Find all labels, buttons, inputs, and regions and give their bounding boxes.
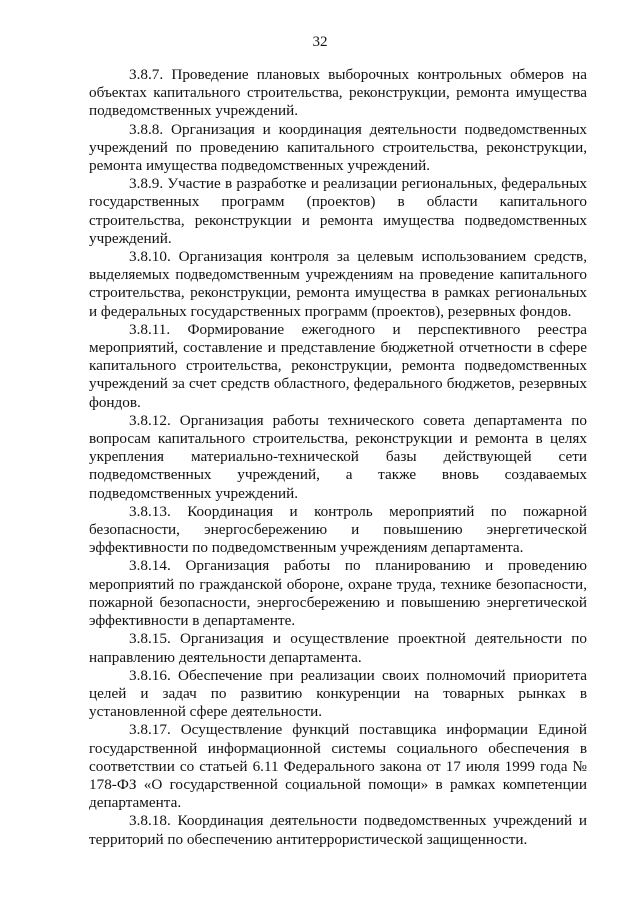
paragraph-3-8-18: 3.8.18. Координация деятельности подведомственных учреждений и территорий по обеспечению антитеррористической защищенности. <box>89 812 587 848</box>
document-body <box>89 66 587 849</box>
page-number: 32 <box>312 34 328 50</box>
paragraph-3-8-12: 3.8.12. Организация работы технического совета департамента по вопросам капитального строительства, реконструкции и ремонта в целях укрепления материально-технической базы действующей сети подведомственных учреждений, а также вновь создаваемых подведомственных учреждений. <box>89 411 587 502</box>
paragraph-3-8-13: 3.8.13. Координация и контроль мероприятий по пожарной безопасности, энергосбережению и повышению энергетической эффективности по подведомственным учреждениям департамента. <box>89 502 587 557</box>
paragraph-3-8-11: 3.8.11. Формирование ежегодного и перспективного реестра мероприятий, составление и представление бюджетной отчетности в сфере капитального строительства, реконструкции, ремонта подведомственных учреждений за счет средств областного, федерального бюджетов, резервных фондов. <box>89 320 587 411</box>
paragraph-3-8-7: 3.8.7. Проведение плановых выборочных контрольных обмеров на объектах капитального строительства, реконструкции, ремонта имущества подведомственных учреждений. <box>89 66 587 120</box>
paragraph-3-8-15: 3.8.15. Организация и осуществление проектной деятельности по направлению деятельности департамента. <box>89 630 587 666</box>
paragraph-3-8-10: 3.8.10. Организация контроля за целевым использованием средств, выделяемых подведомственным учреждениям на проведение капитального строительства, реконструкции, ремонта имущества в рамках региональных и федеральных государственных программ (проектов), резервных фондов. <box>89 248 587 320</box>
paragraph-3-8-16: 3.8.16. Обеспечение при реализации своих полномочий приоритета целей и задач по развитию конкуренции на товарных рынках в установленной сфере деятельности. <box>89 666 587 721</box>
paragraph-3-8-14: 3.8.14. Организация работы по планированию и проведению мероприятий по гражданской обороне, охране труда, технике безопасности, пожарной безопасности, энергосбережению и повышению энергетической эффективности в департаменте. <box>89 557 587 630</box>
paragraph-3-8-9: 3.8.9. Участие в разработке и реализации региональных, федеральных государственных программ (проектов) в области капитального строительства, реконструкции и ремонта имущества подведомственных учреждений. <box>89 175 587 247</box>
paragraph-3-8-17: 3.8.17. Осуществление функций поставщика информации Единой государственной информационной системы социального обеспечения в соответствии со статьей 6.11 Федерального закона от 17 июля 1999 года № 178-ФЗ «О государственной социальной помощи» в рамках компетенции департамента. <box>89 721 587 812</box>
paragraph-3-8-8: 3.8.8. Организация и координация деятельности подведомственных учреждений по проведению капитального строительства, реконструкции, ремонта имущества подведомственных учреждений. <box>89 120 587 175</box>
